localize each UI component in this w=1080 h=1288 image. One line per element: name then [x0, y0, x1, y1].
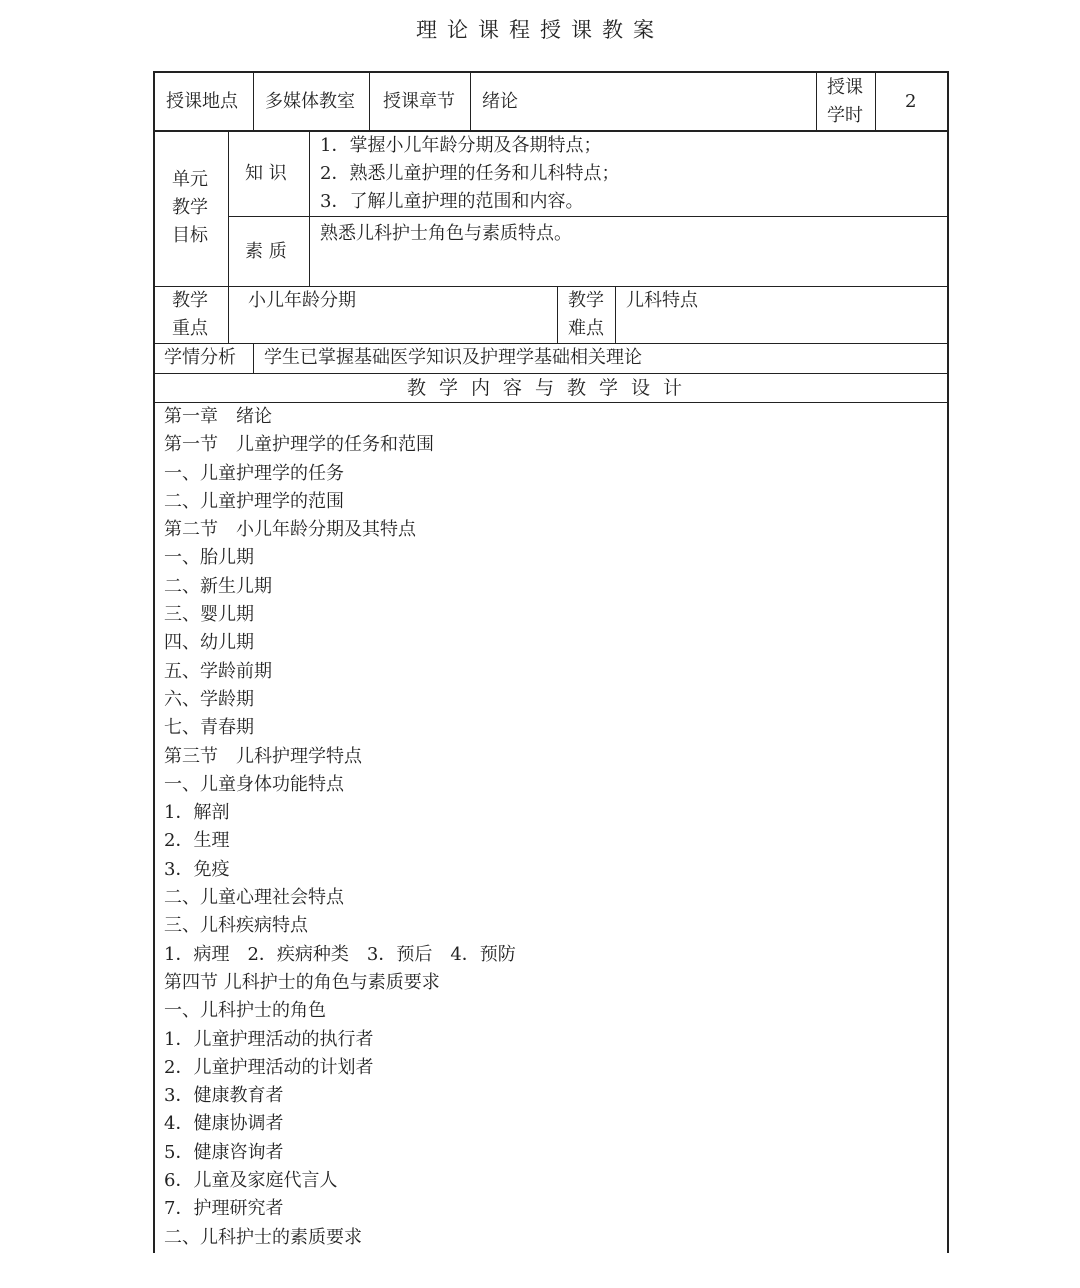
hours-value: 2: [905, 91, 917, 112]
hours-label-line2: 学时: [827, 105, 863, 126]
content-line: 第四节 儿科护士的角色与素质要求: [164, 971, 440, 993]
content-line: 第一节 儿童护理学的任务和范围: [164, 434, 434, 456]
key-point-value: 小儿年龄分期: [248, 290, 356, 311]
knowledge-item: 2．熟悉儿童护理的任务和儿科特点；: [320, 163, 620, 184]
content-line: 2．儿童护理活动的计划者: [164, 1056, 374, 1078]
difficult-point-label-line2: 难点: [568, 318, 604, 339]
quality-text: 熟悉儿科护士角色与素质特点。: [320, 223, 572, 244]
content-line: 一、儿童身体功能特点: [164, 773, 344, 795]
column-divider: [309, 131, 310, 286]
chapter-label: 授课章节: [383, 91, 455, 112]
content-line: 六、学龄期: [164, 688, 254, 710]
page-title: 理论课程授课教案: [416, 18, 664, 42]
column-divider: [875, 72, 876, 130]
content-heading: 教学内容与教学设计: [406, 377, 695, 399]
content-line: 二、儿童心理社会特点: [164, 887, 344, 909]
column-divider: [253, 343, 254, 373]
key-point-label-line2: 重点: [172, 318, 208, 339]
content-line: 1．病理 2．疾病种类 3．预后 4．预防: [164, 943, 516, 965]
key-point-label-line1: 教学: [172, 290, 208, 311]
content-line: 二、儿童护理学的范围: [164, 490, 344, 512]
content-line: 1．儿童护理活动的执行者: [164, 1028, 374, 1050]
analysis-label: 学情分析: [164, 347, 236, 368]
column-divider: [253, 72, 254, 130]
content-line: 三、婴儿期: [164, 604, 254, 626]
difficult-point-value: 儿科特点: [626, 290, 698, 311]
content-line: 1．解剖: [164, 802, 230, 824]
column-divider: [557, 286, 558, 343]
knowledge-item: 1．掌握小儿年龄分期及各期特点；: [320, 135, 602, 156]
content-line: 6．儿童及家庭代言人: [164, 1170, 338, 1192]
content-line: 第一章 绪论: [164, 406, 272, 427]
knowledge-label: 知 识: [245, 163, 287, 184]
objectives-label-line1: 单元: [172, 169, 208, 190]
column-divider: [228, 131, 229, 286]
content-line: 三、儿科疾病特点: [164, 915, 308, 937]
column-divider: [228, 286, 229, 343]
difficult-point-label-line1: 教学: [568, 290, 604, 311]
objectives-label-line3: 目标: [172, 225, 208, 246]
content-line: 3．健康教育者: [164, 1085, 284, 1107]
column-divider: [816, 72, 817, 130]
content-line: 第二节 小儿年龄分期及其特点: [164, 519, 416, 541]
chapter-value: 绪论: [482, 91, 518, 112]
content-line: 五、学龄前期: [164, 660, 272, 682]
hours-label-line1: 授课: [827, 77, 863, 98]
column-divider: [615, 286, 616, 343]
content-line: 一、儿科护士的角色: [164, 1000, 326, 1022]
content-line: 七、青春期: [164, 717, 254, 739]
content-line: 3．免疫: [164, 858, 230, 880]
column-divider: [369, 72, 370, 130]
location-value: 多媒体教室: [265, 91, 355, 112]
analysis-value: 学生已掌握基础医学知识及护理学基础相关理论: [264, 347, 642, 368]
knowledge-item: 3．了解儿童护理的范围和内容。: [320, 191, 584, 212]
content-line: 四、幼儿期: [164, 632, 254, 654]
content-line: 一、胎儿期: [164, 547, 254, 569]
objectives-label-line2: 教学: [172, 197, 208, 218]
content-line: 7．护理研究者: [164, 1198, 284, 1220]
content-line: 第三节 儿科护理学特点: [164, 745, 362, 767]
quality-label: 素 质: [245, 241, 287, 262]
content-line: 一、儿童护理学的任务: [164, 462, 344, 484]
content-line: 5．健康咨询者: [164, 1141, 284, 1163]
content-line: 4．健康协调者: [164, 1113, 284, 1135]
row-divider: [228, 216, 949, 217]
column-divider: [470, 72, 471, 130]
location-label: 授课地点: [166, 91, 238, 112]
teaching-content: [164, 403, 516, 1252]
content-line: 二、新生儿期: [164, 575, 272, 597]
content-line: 2．生理: [164, 830, 230, 852]
content-line: 二、儿科护士的素质要求: [164, 1226, 362, 1248]
